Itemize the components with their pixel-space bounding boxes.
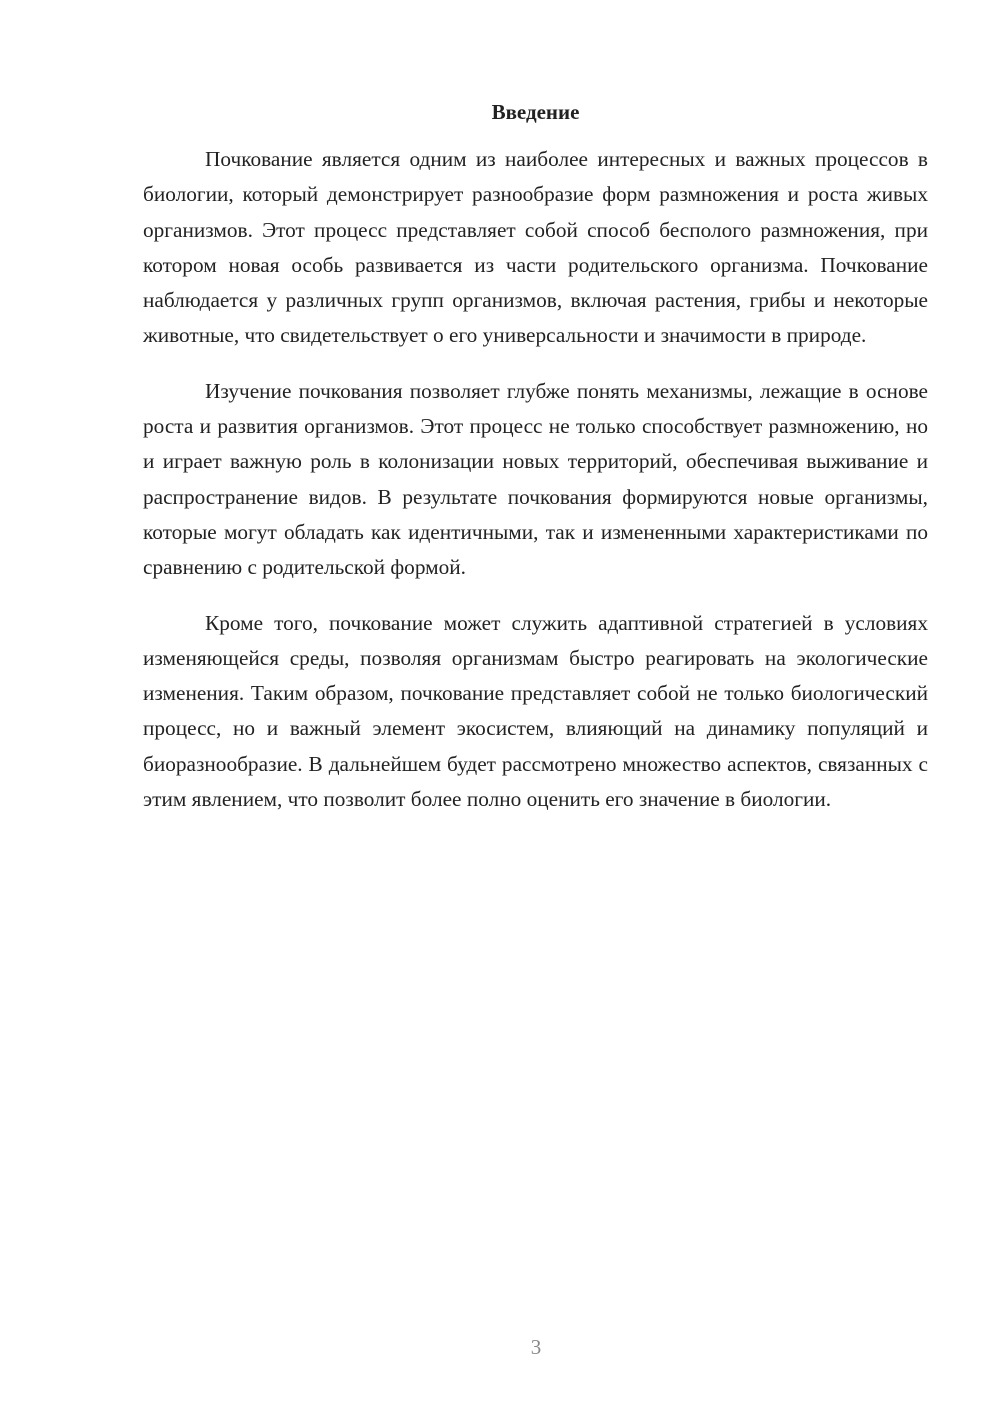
paragraph-1: Почкование является одним из наиболее интересных и важных процессов в биологии, который демонстрирует разнообразие форм размножения и роста живых организмов. Этот процесс представляет собой способ бесполого размножения, при котором новая особь развивается из части родительского организма. Почкование наблюдается у различных групп организмов, включая растения, грибы и некоторые животные, что свидетельствует о его универсальности и значимости в природе. [143, 147, 928, 348]
section-heading: Введение [491, 100, 580, 124]
page-number: 3 [530, 1335, 542, 1359]
body-text [143, 142, 928, 837]
paragraph-2: Изучение почкования позволяет глубже понять механизмы, лежащие в основе роста и развития организмов. Этот процесс не только способствует размножению, но и играет важную роль в колонизации новых территорий, обеспечивая выживание и распространение видов. В результате почкования формируются новые организмы, которые могут обладать как идентичными, так и измененными характеристиками по сравнению с родительской формой. [143, 378, 928, 580]
paragraph-3: Кроме того, почкование может служить адаптивной стратегией в условиях изменяющейся среды, позволяя организмам быстро реагировать на экологические изменения. Таким образом, почкование представляет собой не только биологический процесс, но и важный элемент экосистем, влияющий на динамику популяций и биоразнообразие. В дальнейшем будет рассмотрено множество аспектов, связанных с этим явлением, что позволит более полно оценить его значение в биологии. [143, 610, 928, 812]
